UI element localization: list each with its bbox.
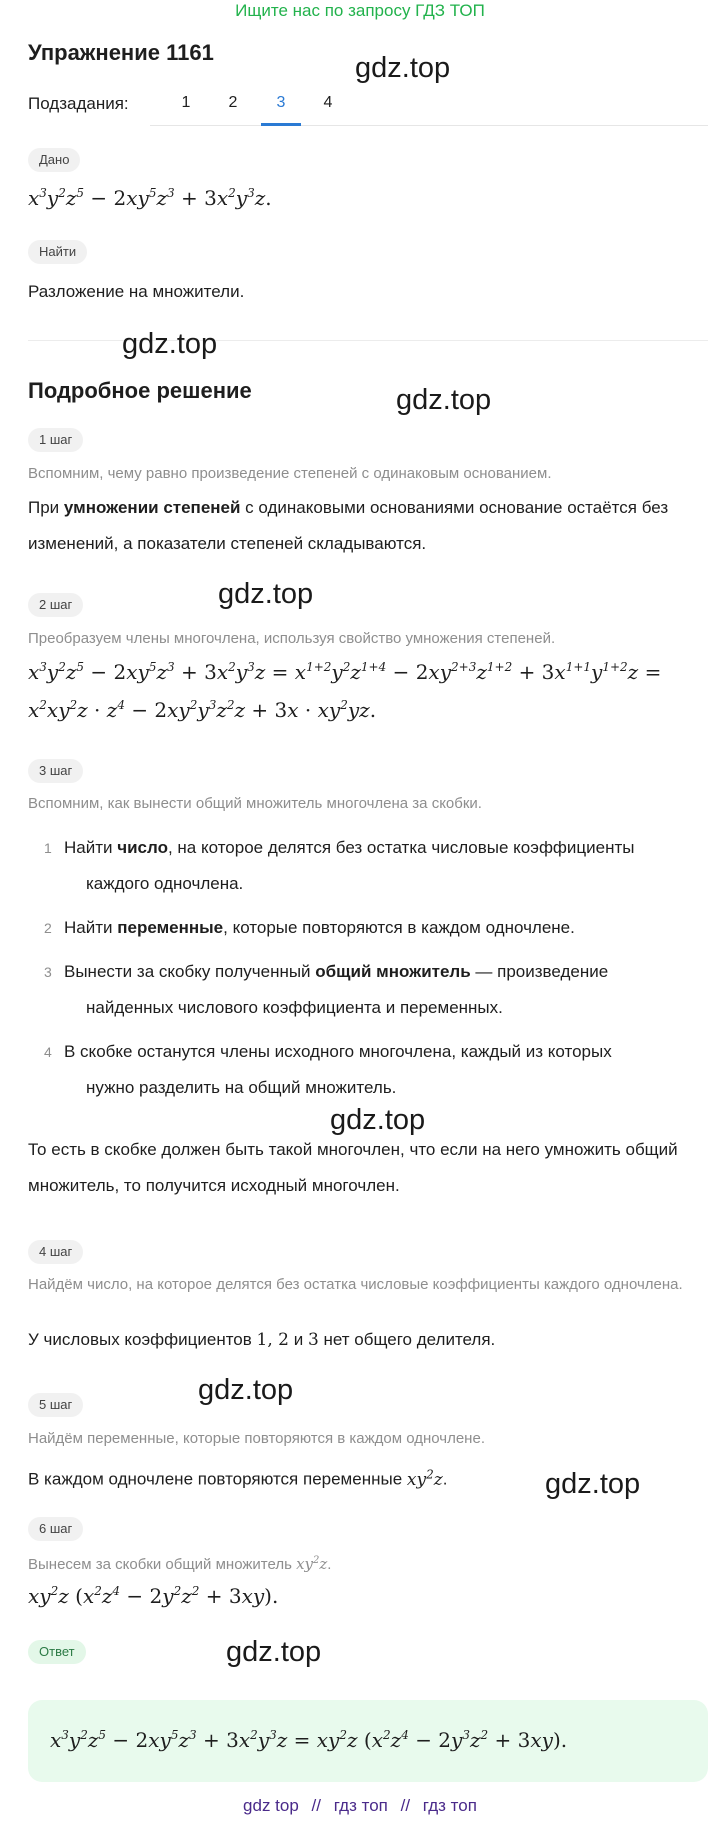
watermark: gdz.top [545,1468,641,1500]
search-banner[interactable]: Ищите нас по запросу ГДЗ ТОП [235,1,485,20]
subtasks-bar [28,90,708,126]
list-item: 2 Найти переменные, которые повторяются в каждом одночлене. [44,910,694,946]
step-2-label: 2 шаг [28,593,83,617]
step-4-label: 4 шаг [28,1240,83,1264]
list-number: 3 [44,964,52,980]
answer-box [28,1700,708,1782]
answer-label: Ответ [28,1640,86,1664]
list-number: 4 [44,1044,52,1060]
find-text: Разложение на множители. [28,282,245,301]
step-5-text: В каждом одночлене повторяются переменные $xy^2z$. [28,1467,448,1490]
step-6-hint: Вынесем за скобки общий множитель $xy^2z$. [28,1555,332,1573]
footer-link-gdz-top[interactable]: gdz top [243,1796,299,1815]
given-label: Дано [28,148,80,172]
active-tab-indicator [261,123,301,126]
step-6-expression: $xy^2z$ $(x^2z^4 - 2y^2z^2 + 3xy)$. [28,1584,279,1608]
tab-3[interactable]: 3 [276,94,286,111]
watermark: gdz.top [330,1104,426,1136]
tab-2[interactable]: 2 [228,94,238,111]
step-3-summary: То есть в скобке должен быть такой многочлен, что если на него умножить общий множитель, то получится исходный многочлен. [28,1140,678,1195]
list-item: 3 Вынести за скобку полученный общий множитель — произведение найденных числового коэффициента и переменных. [44,954,694,1026]
step-2-hint: Преобразуем члены многочлена, используя свойство умножения степеней. [28,630,556,647]
find-label: Найти [28,240,87,264]
list-item: 4 В скобке останутся члены исходного многочлена, каждый из которых нужно разделить на общий множитель. [44,1034,694,1106]
step-4-hint: Найдём число, на которое делятся без остатка числовые коэффициенты каждого одночлена. [28,1276,683,1293]
watermark: gdz.top [396,384,492,416]
solution-title: Подробное решение [28,378,252,403]
footer-separator: // [311,1796,321,1815]
footer-separator: // [400,1796,411,1815]
page-title: Упражнение 1161 [28,40,214,65]
watermark: gdz.top [122,328,218,360]
watermark: gdz.top [226,1636,322,1668]
step-3-label: 3 шаг [28,759,83,783]
watermark: gdz.top [218,578,314,610]
step-2-expression-line-1: $x^3y^2z^5 - 2xy^5z^3 + 3x^2y^3z = x^{1+2}y^2z^{1+4} - 2xy^{2+3}z^{1+2} + 3x^{1+1}y^{1+2}z$ = [28,660,662,684]
tab-1[interactable]: 1 [181,94,191,111]
list-number: 1 [44,840,52,856]
step-1-hint: Вспомним, чему равно произведение степеней с одинаковым основанием. [28,465,552,482]
step-1-label: 1 шаг [28,428,83,452]
footer-link-gdz-top-ru[interactable]: гдз топ [333,1796,388,1815]
step-3-hint: Вспомним, как вынести общий множитель многочлена за скобки. [28,795,482,812]
list-number: 2 [44,920,52,936]
given-expression: $x^3y^2z^5 - 2xy^5z^3 + 3x^2y^3z$. [28,186,272,210]
watermark: gdz.top [355,52,451,84]
subtasks-label: Подзадания: [28,94,129,113]
footer-links [0,1796,720,1816]
step-5-label: 5 шаг [28,1393,83,1417]
step-5-hint: Найдём переменные, которые повторяются в каждом одночлене. [28,1430,485,1447]
watermark: gdz.top [198,1374,294,1406]
subtasks-divider [150,125,708,126]
list-item: 1 Найти число, на которое делятся без остатка числовые коэффициенты каждого одночлена. [44,830,694,902]
tab-4[interactable]: 4 [323,94,333,111]
answer-expression: $x^3y^2z^5 - 2xy^5z^3 + 3x^2y^3z = xy^2z$ $(x^2z^4 - 2y^3z^2 + 3xy)$. [50,1728,568,1752]
step-6-label: 6 шаг [28,1517,83,1541]
step-2-expression-line-2: $x^2xy^2z \cdot z^4 - 2xy^2y^3z^2z + 3x \cdot xy^2yz$. [28,698,377,722]
step-1-text: При умножении степеней с одинаковыми основаниями основание остаётся без изменений, а показатели степеней складываются. [28,498,669,553]
footer-link-gdz-top-ru-2[interactable]: гдз топ [422,1796,477,1815]
step-4-text: У числовых коэффициентов 1, 2 и 3 нет общего делителя. [28,1330,496,1350]
